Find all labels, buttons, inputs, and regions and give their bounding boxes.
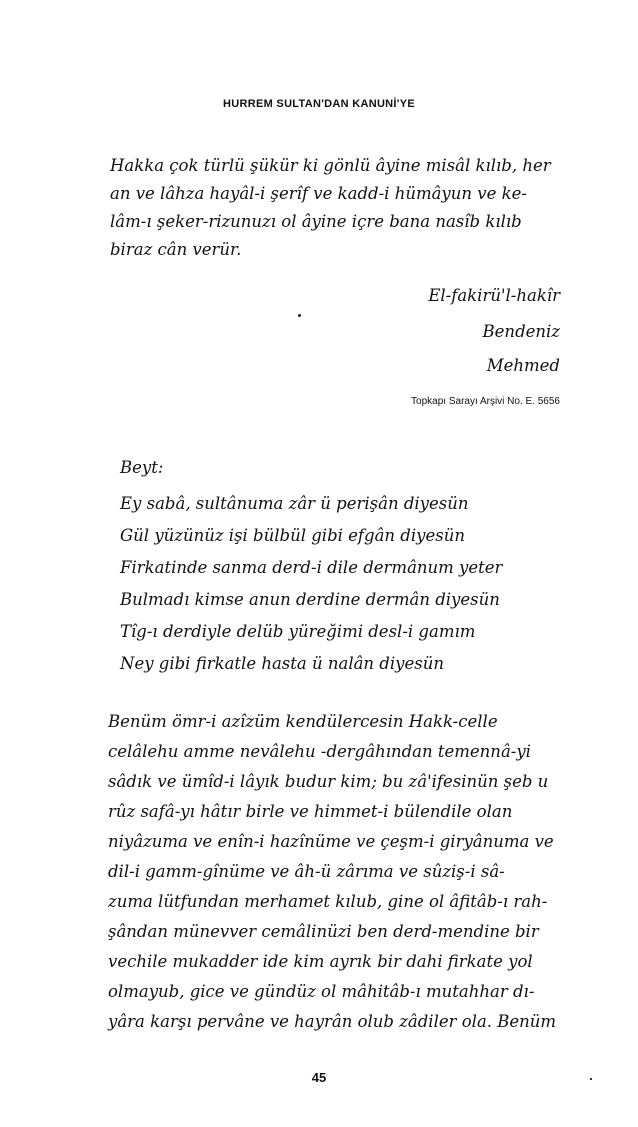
paragraph-1-line: biraz cân verür.: [110, 240, 242, 259]
paragraph-2-line: sâdık ve ümîd-i lâyık budur kim; bu zâ'ifesinün şeb u: [108, 772, 549, 791]
paragraph-2-line: vechile mukadder ide kim ayrık bir dahi firkate yol: [108, 952, 533, 971]
beyt-title: Beyt:: [120, 458, 164, 477]
signature-line: El-fakirü'l-hakîr: [428, 286, 560, 305]
paragraph-1-line: Hakka çok türlü şükür ki gönlü âyine misâl kılıb, her: [110, 156, 551, 175]
paragraph-2-line: Benüm ömr-i azîzüm kendülercesin Hakk-celle: [108, 712, 498, 731]
paragraph-1-line: lâm-ı şeker-rizunuzı ol âyine içre bana nasîb kılıb: [110, 212, 522, 231]
verse-line: Tîg-ı derdiyle delüb yüreğimi desl-i gamım: [120, 622, 476, 641]
signature-line: Mehmed: [486, 356, 560, 375]
verse-line: Gül yüzünüz işi bülbül gibi efgân diyesün: [120, 526, 465, 545]
ink-dot: [298, 314, 301, 317]
paragraph-2-line: rûz safâ-yı hâtır birle ve himmet-i bülendile olan: [108, 802, 513, 821]
paragraph-2-line: olmayub, gice ve gündüz ol mâhitâb-ı mutahhar dı-: [108, 982, 535, 1001]
signature-line: Bendeniz: [482, 322, 560, 341]
archive-reference: Topkapı Sarayı Arşivi No. E. 5656: [411, 396, 560, 407]
paragraph-2-line: dil-i gamm-gînüme ve âh-ü zârıma ve sûziş-i sâ-: [108, 862, 505, 881]
verse-line: Ey sabâ, sultânuma zâr ü perişân diyesün: [120, 494, 469, 513]
verse-line: Firkatinde sanma derd-i dile dermânum yeter: [120, 558, 503, 577]
paragraph-2-line: niyâzuma ve enîn-i hazînüme ve çeşm-i giryânuma ve: [108, 832, 554, 851]
verse-line: Bulmadı kimse anun derdine dermân diyesün: [120, 590, 500, 609]
paragraph-1-line: an ve lâhza hayâl-i şerîf ve kadd-i hümâyun ve ke-: [110, 184, 527, 203]
paragraph-2-line: zuma lütfundan merhamet kılub, gine ol âfitâb-ı rah-: [108, 892, 548, 911]
paragraph-2-line: celâlehu amme nevâlehu -dergâhından temennâ-yi: [108, 742, 531, 761]
paragraph-2-line: şândan münevver cemâlinüzi ben derd-mendine bir: [108, 922, 539, 941]
paragraph-2-line: yâra karşı pervâne ve hayrân olub zâdiler ola. Benüm: [108, 1012, 557, 1031]
page-number: 45: [311, 1070, 327, 1085]
verse-line: Ney gibi firkatle hasta ü nalân diyesün: [120, 654, 444, 673]
running-header: HURREM SULTAN'DAN KANUNİ'YE: [223, 98, 415, 110]
corner-mark: [590, 1078, 592, 1080]
